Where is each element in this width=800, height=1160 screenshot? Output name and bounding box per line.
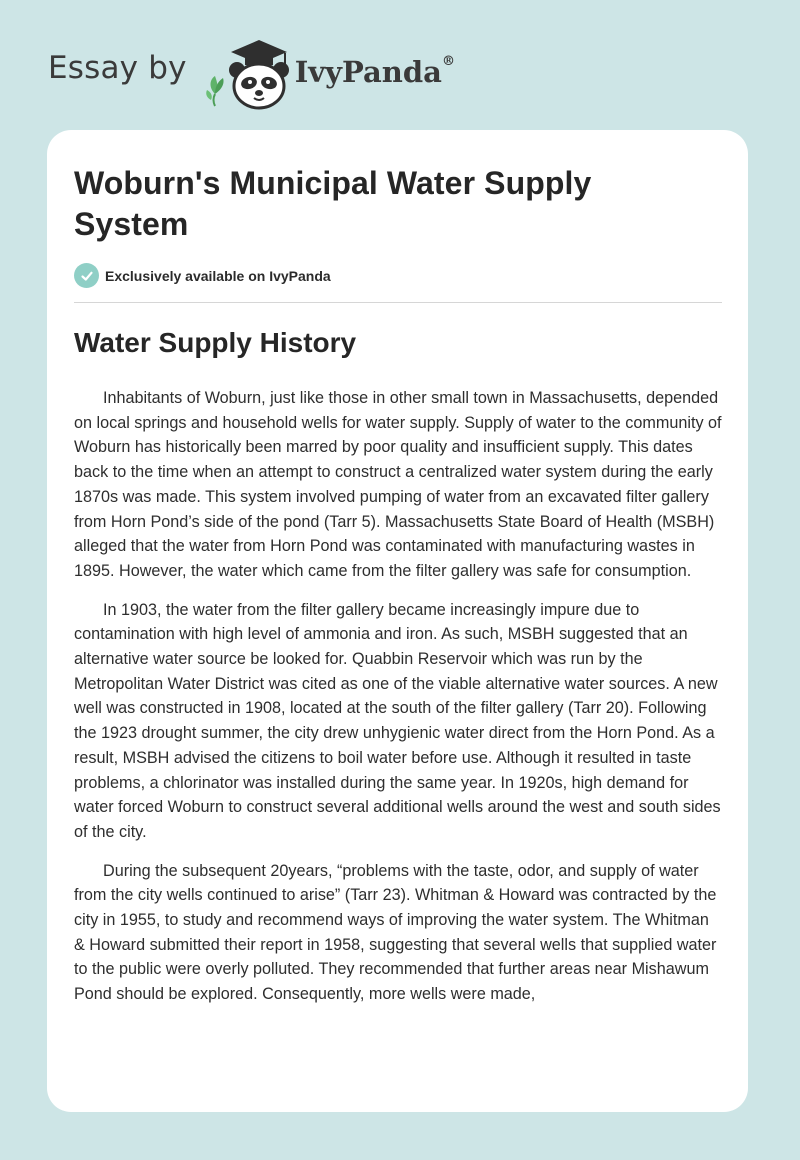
essay-title: Woburn's Municipal Water Supply System: [74, 165, 592, 242]
essay-body: [74, 386, 724, 1021]
ivy-leaf-icon: [206, 76, 223, 106]
ivypanda-brand[interactable]: IvyPanda®: [294, 54, 455, 89]
title-divider: [74, 302, 722, 303]
panda-logo-icon[interactable]: [201, 36, 293, 112]
site-header: [48, 34, 455, 114]
paragraph: In 1903, the water from the filter gallery became increasingly impure due to contamination with high level of ammonia and iron. As such, MSBH suggested that an alternative water source be looked for. Quabbin Reservoir which was run by the Metropolitan Water District was cited as one of the viable alternative water sources. A new well was constructed in 1908, located at the south of the filter gallery (Tarr 20). Following the 1923 drought summer, the city drew unhygienic water direct from the Horn Pond. As a result, MSBH advised the citizens to boil water before use. Although it resulted in taste problems, a chlorinator was installed during the same year. In 1920s, high demand for water forced Woburn to construct several additional wells around the west and south sides of the city.: [74, 600, 721, 841]
essay-card: [47, 130, 748, 1112]
availability-text: Exclusively available on IvyPanda: [105, 267, 331, 284]
availability-badge: [74, 263, 331, 288]
checkmark-circle-icon: [74, 263, 99, 288]
essay-by-label: Essay by: [48, 50, 187, 86]
paragraph: Inhabitants of Woburn, just like those in other small town in Massachusetts, depended on local springs and household wells for water supply. Supply of water to the community of Woburn has historically been marred by poor quality and insufficient supply. This dates back to the time when an attempt to construct a centralized water system during the early 1870s was made. This system involved pumping of water from an excavated filter gallery from Horn Pond’s side of the pond (Tarr 5). Massachusetts State Board of Health (MSBH) alleged that the water from Horn Pond was contaminated with manufacturing wastes in 1895. However, the water which came from the filter gallery was safe for consumption.: [74, 389, 722, 580]
registered-mark: ®: [441, 54, 455, 70]
paragraph: During the subsequent 20years, “problems with the taste, odor, and supply of water from the city wells continued to arise” (Tarr 23). Whitman & Howard was contracted by the city in 1955, to study and recommend ways of improving the water system. The Whitman & Howard submitted their report in 1958, suggesting that several wells that supplied water to the public were overly polluted. They recommended that further areas near Mishawum Pond should be explored. Consequently, more wells were made,: [74, 861, 717, 1004]
section-heading: Water Supply History: [74, 327, 357, 358]
